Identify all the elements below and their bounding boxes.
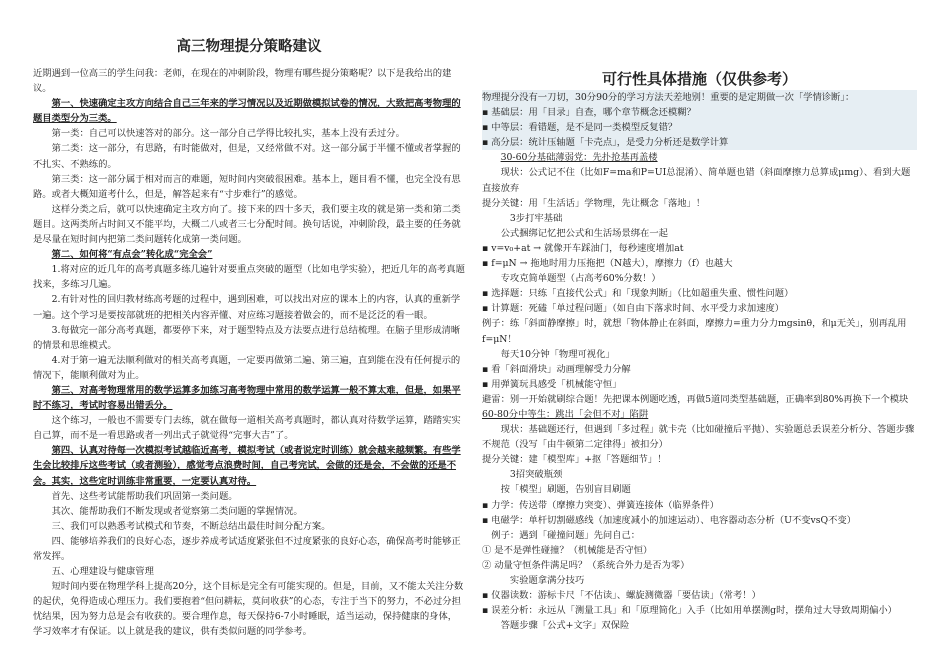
paragraph: 提分关键：建「模型库」+抠「答题细节」！ [482, 454, 667, 466]
section-heading-4: 第四、认真对待每一次模拟考试越临近高考，模拟考试（或者说定时训练）就会越来越频繁。有些学生会比较排斥这些考试（或者测验），感觉考点浪费时间，自己考完试，会做的还是会，不会做的还是不会。其实，这些定时训练非常重要，一定要认真对待。 [33, 445, 461, 487]
paragraph: 四、能够培养我们的良好心态，逐步养成考试适度紧张但不过度紧张的良好心态，确保高考时能够正常发挥。 [33, 535, 461, 562]
paragraph: 首先、这些考试能帮助我们巩固第一类问题。 [51, 490, 238, 502]
intro-paragraph: 近期遇到一位高三的学生问我：老师，在现在的冲刺阶段，物理有哪些提分策略呢？以下是我给出的建议。 [33, 68, 452, 95]
list-item: ▪ 用弹簧玩具感受「机械能守恒」 [482, 378, 622, 390]
paragraph: 其次、能帮助我们不断发现或者觉察第二类问题的掌握情况。 [51, 505, 303, 517]
paragraph: 这样分类之后，就可以快速确定主攻方向了。接下来的四十多天，我们要主攻的就是第一类和第二类题目。这两类所占时间又不能平均，大概二八或者三七分配时间。换句话说，冲刺阶段，最主要的任务就是尽量在短时间内把第二类问题转化成第一类问题。 [33, 203, 461, 246]
page-title: 高三物理提分策略建议 [176, 39, 322, 55]
section-heading-2: 第二、如何将“有点会”转化成“完全会” [51, 249, 213, 261]
section-heading-1: 第一、快速确定主攻方向结合自己三年来的学习情况以及近期做模拟试卷的情况，大致把高考物理的题目类型分为三类。 [33, 98, 461, 125]
tier-heading-middle: 60-80分中等生：跳出「会但不对」陷阱 [482, 408, 649, 420]
list-item: ▪ v=v₀+at → 就像开车踩油门，每秒速度增加at [482, 242, 684, 254]
list-item: ▪ f=μN → 拖地时用力压拖把（N越大），摩擦力（f）也越大 [482, 258, 733, 270]
example-paragraph: 例子：练「斜面静摩擦」时，就想「物体静止在斜面，摩擦力=重力分力mgsinθ，和μ无关」，别再乱用f=μN！ [482, 318, 907, 345]
list-item: ② 动量守恒条件满足吗？（系统合外力是否为零） [482, 559, 690, 571]
list-item: ▪ 高分层：统计压轴题「卡壳点」，是受力分析还是数学计算 [482, 135, 917, 150]
list-item: ▪ 中等层：看错题，是不是同一类模型反复错？ [482, 120, 917, 135]
list-item: ▪ 计算题：死磕「单过程问题」（如自由下落求时间、水平受力求加速度） [482, 303, 785, 315]
paragraph: 2.有针对性的回归教材练高考题的过程中，遇到困难，可以找出对应的课本上的内容，认真的重新学一遍。这个学习是要按部就班的把相关内容弄懂、对应练习题接着做会的，而不是泛泛的看一眼。 [33, 294, 461, 321]
paragraph: 现状：基础题还行，但遇到「多过程」就卡壳（比如碰撞后平抛）、实验题总丢误差分析分、答题步骤不规范（没写「由牛顿第二定律得」被扣分） [482, 424, 915, 451]
right-column [482, 0, 917, 633]
example-paragraph: 例子：遇到「碰撞问题」先问自己： [491, 529, 641, 541]
left-column [33, 0, 465, 640]
list-item: ① 是不是弹性碰撞？（机械能是否守恒） [482, 544, 653, 556]
section-heading-5: 五、心理建设与健康管理 [51, 566, 154, 578]
paragraph: 短时间内要在物理学科上提高20分，这个目标是完全有可能实现的。但是，目前，又不能太关注分数的起伏，免得造成心理压力。我们要抱着“但问耕耘，莫问收获”的心态，专注于当下的努力，不必过分担忧结果，因为努力总是会有收获的。要合理作息，每天保持6-7小时睡眠，适当运动，保持健康的身体，学习效率才有保证。以上就是我的建议，供有类似问题的同学参考。 [33, 581, 464, 638]
list-item: ▪ 选择题：只练「直接代公式」和「现象判断」（比如超重失重、惯性问题） [482, 288, 794, 300]
paragraph: 4.对于第一遍无法顺利做对的相关高考真题，一定要再做第二遍、第三遍，直到能在没有任何提示的情况下，能顺利做对为止。 [33, 354, 461, 381]
list-item: ▪ 基础层：用「目录」自查，哪个章节概念还模糊？ [482, 105, 917, 120]
paragraph: 第一类：自己可以快速答对的部分。这一部分自己学得比较扎实，基本上没有丢过分。 [51, 128, 405, 140]
sub-heading: 3步打牢基础 [509, 212, 563, 224]
paragraph: 现状：公式记不住（比如F=ma和P=UI总混淆）、简单题也错（斜面摩擦力总算成μmg）、看到大题直接放弃 [482, 167, 911, 194]
paragraph: 这个练习，一般也不需要专门去练，就在做每一道相关高考真题时，都认真对待数学运算，踏踏实实自己算，而不是一看思路或者一列出式子就觉得“完事大吉”了。 [33, 415, 461, 442]
paragraph: 第三类：这一部分属于相对而言的难题，短时间内突破很困难。基本上，题目看不懂，也完全没有思路。或者大概知道考什么，但是，解答起来有“寸步难行”的感觉。 [33, 173, 461, 200]
paragraph: 答题步骤「公式+文字」双保险 [500, 620, 630, 632]
tier-heading-basic: 30-60分基础薄弱党：先扑抢基再盖楼 [500, 152, 658, 164]
list-item: ▪ 误差分析：永远从「测量工具」和「原理简化」入手（比如用单摆测g时，摆角过大导致周期偏小） [482, 605, 897, 617]
paragraph: 三、我们可以熟悉考试模式和节奏，不断总结出最佳时间分配方案。 [51, 520, 331, 532]
paragraph: 3.每做完一部分高考真题，都要停下来，对于题型特点及方法要点进行总结梳理。在脑子里形成清晰的情景和思维模式。 [33, 324, 461, 351]
list-item: ▪ 看「斜面滑块」动画理解受力分解 [482, 363, 631, 375]
sub-heading: 实验题拿满分技巧 [509, 575, 585, 586]
sub-heading: 每天10分钟「物理可视化」 [500, 348, 615, 360]
list-item: ▪ 电磁学：单杆切割磁感线（加速度减小的加速运动）、电容器动态分析（U不变vsQ不变） [482, 514, 857, 526]
list-item: ▪ 力学：传送带（摩擦力突变）、弹簧连接体（临界条件） [482, 499, 720, 511]
list-item: ▪ 仪器读数：游标卡尺「不估读」、螺旋测微器「要估读」（常考！） [482, 590, 761, 602]
warning-paragraph: 避雷：别一开始就刷综合题！先把课本例题吃透，再做5道同类型基础题，正确率到80%再换下一个模块 [482, 393, 909, 405]
paragraph: 1.将对应的近几年的高考真题多练几遍针对要重点突破的题型（比如电学实验），把近几年的高考真题找来，多练习几遍。 [33, 264, 465, 291]
paragraph: 公式捆绑记忆把公式和生活场景绑在一起 [500, 227, 668, 239]
paragraph: 按「模型」刷题，告别盲目刷题 [500, 484, 631, 496]
section-heading-3: 第三、对高考物理常用的数学运算多加练习高考物理中常用的数学运算一般不算太难，但是，如果平时不练习，考试时容易出错丢分。 [33, 384, 461, 412]
diagnosis-intro: 物理提分没有一刀切，30分90分的学习方法天差地别！重要的是定期做一次「学情诊断」： [482, 90, 917, 105]
measures-title: 可行性具体措施（仅供参考） [601, 70, 797, 88]
paragraph: 第二类：这一部分，有思路，有时能做对，但是，又经常做不对。这一部分属于半懂不懂或者掌握的不扎实、不熟练的。 [33, 143, 461, 170]
sub-heading: 3招突破瓶颈 [509, 469, 563, 481]
paragraph: 提分关键：用「生活话」学物理，先让概念「落地」！ [482, 197, 706, 209]
paragraph: 专攻克简单题型（占高考60%分数！） [500, 273, 661, 285]
